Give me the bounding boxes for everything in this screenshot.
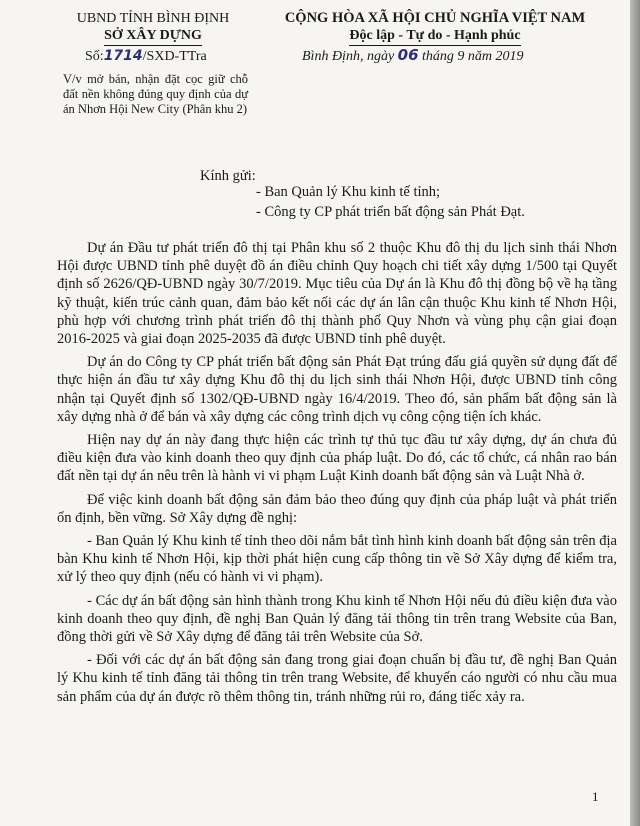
date-month: 9 (457, 49, 465, 64)
agency-parent: UBND TỈNH BÌNH ĐỊNH (76, 11, 230, 26)
place-date-text1: Bình Định, ngày (302, 49, 398, 64)
subject-line: V/v mở bán, nhận đặt cọc giữ chỗ đất nền không đúng quy định của dự án Nhơn Hội New City (Phân khu 2) (63, 72, 248, 116)
date-day: 06 (397, 46, 419, 64)
place-date-text3: năm 2019 (464, 49, 524, 64)
body-paragraph: - Ban Quản lý Khu kinh tế tỉnh theo dõi nắm bắt tình hình kinh doanh bất động sản trên địa bàn Khu kinh tế Nhơn Hội, kịp thời phát hiện cung cấp thông tin về Sở Xây dựng để kiểm tra, xử lý theo quy định (nếu có hành vi vi phạm). (57, 533, 617, 586)
page-edge-shadow (630, 0, 640, 826)
body-paragraph: Dự án Đầu tư phát triển đô thị tại Phân khu số 2 thuộc Khu đô thị du lịch sinh thái Nhơn Hội được UBND tỉnh phê duyệt đồ án điều chỉnh Quy hoạch chi tiết xây dựng 1/500 tại Quyết định số 2626/QĐ-UBND ngày 30/7/2019. Mục tiêu của Dự án là Khu đô thị đồng bộ về hạ tầng kỹ thuật, kiến trúc cảnh quan, đảm bảo kết nối các dự án lân cận thuộc Khu kinh tế Nhơn Hội, phù hợp với chương trình phát triển đô thị thành phố Quy Nhơn và vùng phụ cận giai đoạn 2016-2025 và giai đoạn 2025-2035 đã được UBND tỉnh phê duyệt. (57, 240, 617, 348)
salutation: Kính gửi: (200, 168, 256, 184)
agency-name: SỞ XÂY DỰNG (104, 27, 202, 46)
doc-number-handwritten: 1714 (103, 48, 143, 64)
page-number: 1 (592, 789, 599, 804)
body-paragraph: Dự án do Công ty CP phát triển bất động sản Phát Đạt trúng đấu giá quyền sử dụng đất để thực hiện án đầu tư xây dựng Khu đô thị du lịch sinh thái Nhơn Hội, được UBND tỉnh công nhận tại Quyết định số 1302/QĐ-UBND ngày 16/4/2019. Theo đó, sản phẩm bất động sản là xây dựng nhà ở để bán và xây dựng các công trình dịch vụ công cộng tiện ích khác. (57, 354, 617, 425)
recipient-list (256, 182, 525, 222)
place-date (302, 46, 524, 65)
recipient-item: - Ban Quản lý Khu kinh tế tỉnh; (256, 184, 441, 200)
body-paragraph: - Đối với các dự án bất động sản đang trong giai đoạn chuẩn bị đầu tư, đề nghị Ban Quản lý Khu kinh tế tỉnh đăng tải thông tin trên trang Website, để khuyến cáo người có nhu cầu mua sản phẩm của dự án được rõ thêm thông tin, tránh những rủi ro, đáng tiếc xảy ra. (57, 652, 617, 705)
national-header (254, 10, 616, 46)
country-name: CỘNG HÒA XÃ HỘI CHỦ NGHĨA VIỆT NAM (284, 10, 586, 26)
doc-number-prefix: Số: (85, 49, 104, 64)
document-body (57, 239, 617, 711)
body-paragraph: Để việc kinh doanh bất động sản đảm bảo theo đúng quy định của pháp luật và phát triển ổn định, bền vững. Sở Xây dựng đề nghị: (57, 491, 617, 526)
national-motto: Độc lập - Tự do - Hạnh phúc (349, 27, 520, 46)
body-paragraph: - Các dự án bất động sản hình thành trong Khu kinh tế Nhơn Hội nếu đủ điều kiện đưa vào kinh doanh theo quy định, đề nghị Ban Quản lý đăng tải thông tin trên trang Website của Ban, đồng thời gửi về Sở Xây dựng để đăng tải trên Website của Sở. (57, 592, 617, 646)
body-paragraph: Hiện nay dự án này đang thực hiện các trình tự thủ tục đầu tư xây dựng, dự án chưa đủ điều kiện đưa vào kinh doanh theo quy định của pháp luật. Do đó, các tổ chức, cá nhân rao bán đất nền tại dự án nêu trên là hành vi vi phạm Luật Kinh doanh bất động sản và Luật Nhà ở. (57, 432, 617, 485)
document-number (85, 48, 207, 65)
recipient-item: - Công ty CP phát triển bất động sản Phát Đạt. (256, 204, 525, 220)
doc-number-suffix: /SXD-TTra (142, 49, 207, 64)
issuing-agency (58, 10, 248, 46)
place-date-text2: tháng (418, 49, 458, 64)
